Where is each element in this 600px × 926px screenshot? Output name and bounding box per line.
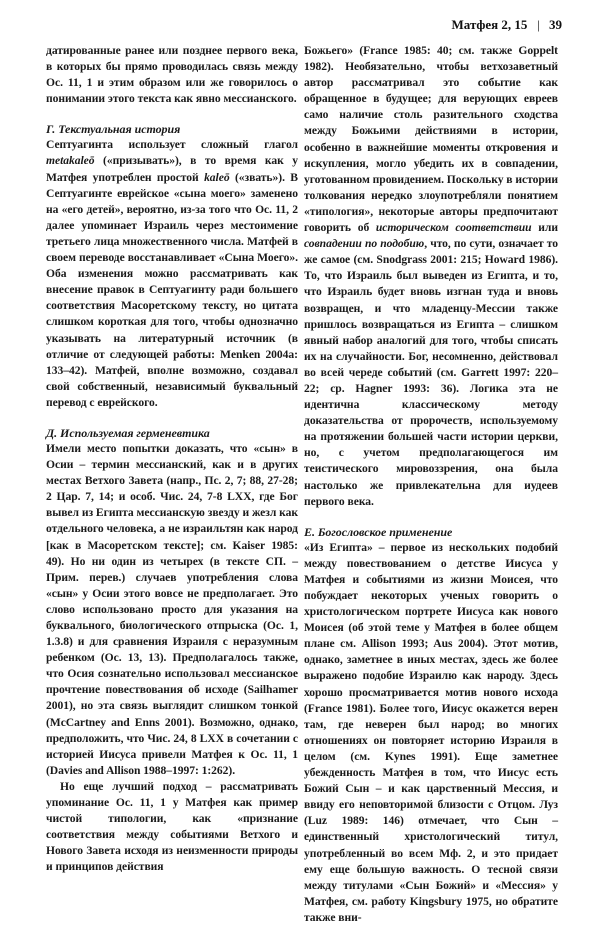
greek-term-kaleo: kaleō xyxy=(204,170,230,184)
emphasis-historical-correspondence: историческом соответствии xyxy=(375,221,532,235)
paragraph-hermeneutics-2: Но еще лучший подход – рассматривать упоминание Ос. 11, 1 у Матфея как пример чистой типологии, как «признание соответствия между событиями Ветхого и Нового Завета исходя из неизменности природы и принципов действия xyxy=(46,779,298,874)
text-run: или xyxy=(531,221,558,235)
running-head xyxy=(452,17,562,33)
section-heading-theological-application: Е. Богословское применение xyxy=(304,524,453,539)
section-heading-hermeneutics: Д. Используемая герменевтика xyxy=(46,425,210,440)
paragraph-theological-application: «Из Египта» – первое из нескольких подобий между повествованием о детстве Иисуса у Матфея и событиями из жизни Моисея, что побуждает некоторых ученых говорить о христологическом портрете Иисуса как нового Моисея (об этой теме у Матфея в более общем плане см. Allison 1993; Aus 2004). Этот мотив, однако, заметнее в иных местах, здесь же более выражено подобие Израилю как народу. Здесь хорошо просматривается мотив нового исхода (France 1981). Более того, Иисус окажется верен там, где неверен был народ; во многих отношениях он повторяет историю Израиля в целом (см. Kynes 1991). Еще заметнее убежденность Матфея в том, что Иисус есть Божий Сын – и как царственный Мессия, и ввиду его неповторимой близости с Отцом. Луз (Luz 1989: 146) отмечает, что Сын – единственный христологический титул, употребленный во всем Мф. 2, и это придает ему еще большую важность. О тесной связи между титулами «Сын Божий» и «Мессия» у Матфея, см. работу Kingsbury 1975, но обратите также вни- xyxy=(304,540,558,924)
running-head-title: Матфея 2, 15 xyxy=(451,17,528,32)
paragraph-continuation: датированные ранее или позднее первого века, в которых бы прямо проводилась связь между Ос. 11, 1 и этим образом или же говорилось о понимании этого текста как явно мессианского. xyxy=(46,44,298,106)
section-heading-textual-history: Г. Текстуальная история xyxy=(46,122,181,137)
text-run: («призывать»), в то время как у Матфея употреблен простой xyxy=(46,154,298,184)
text-run: , что, по сути, означает то же самое (см. Snodgrass 2001: 215; Howard 1986). То, что Израиль был выведен из Египта, и то, что Израиль будет вновь изгнан туда и вновь возвращен, и что младенцу-Мессии также пришлось возвращаться из Египта – слишком явный набор аналогий для того, чтобы списать их на случайности. Бог, несомненно, действовал во всей череде событий (см. Garrett 1997: 220–22; ср. Hagner 1993: 36). Логика эта не идентична классическому методу доказательства от пророчеств, используемому на протяжении большей части истории церкви, но, с учетом предполагающегося им теистического мировоззрения, она была настолько же привлекательна для иудеев первого века. xyxy=(304,237,558,508)
text-run: («звать»). В Септуагинте еврейское «сына моего» заменено на «его детей», вероятно, из-за того что Ос. 11, 2 далее упоминает Израиль через местоимение третьего лица множественного числа. Матфей в своем переводе восстанавливает «Сына Моего». Оба изменения можно рассматривать как внесение правок в Септуагинту ради большего соответствия Масоретскому тексту, но цитата слишком короткая для того, чтобы однозначно указывать на литературный источник (в отличие от следующей работы: Menken 2004a: 133–42). Матфей, вполне возможно, создавал свой собственный, независимый буквальный перевод с еврейского. xyxy=(46,170,298,409)
paragraph-textual-history xyxy=(46,137,298,411)
running-head-separator: | xyxy=(537,17,540,32)
right-column xyxy=(304,43,558,926)
left-column xyxy=(46,43,298,876)
text-run: Божьего» (France 1985: 40; см. также Goppelt 1982). Необязательно, чтобы ветхозаветный автор рассматривал это событие как обращенное в будущее; для верующих евреев само наличие столь разительного сходства между Божьими действиями в истории, особенно в важнейшие моменты откровения и искупления, могло убедить их в совпадении, уготованном провидением. Поскольку в истории толкования нередко злоупотребляли понятием «типология», некоторые авторы предпочитают говорить об xyxy=(304,44,558,235)
emphasis-analogical-correspondence: совпадении по подобию xyxy=(304,237,425,251)
text-run: Септуагинта использует сложный глагол xyxy=(46,138,298,152)
page-number: 39 xyxy=(549,17,562,32)
paragraph-typology xyxy=(304,43,558,510)
greek-term-metakaleo: metakaleō xyxy=(46,154,95,168)
paragraph-hermeneutics-1: Имели место попытки доказать, что «сын» в Осии – термин мессианский, как и в других местах Ветхого Завета (напр., Пс. 2, 7; 88, 27-28; 2 Цар. 7, 14; и особ. Чис. 24, 7-8 LXX, где Бог вывел из Египта мессианскую звезду и жезл как отдельного человека, а не израильтян как народ [как в Масоретском тексте]; см. Kaiser 1985: 49). Но ни один из четырех (в тексте СП. – Прим. перев.) случаев употребления слова «сын» у Осии этого вовсе не предполагает. Это слово использовано просто для указания на буквального, биологического отпрыска (Ос. 1, 1.3.8) и для сравнения Израиля с неразумным ребенком (Ос. 13, 13). Предполагалось также, что Осия сознательно использовал мессианское прочтение повествования об исходе (Sailhamer 2001), но эта связь выглядит слишком тонкой (McCartney and Enns 2001). Возможно, однако, предположить, что Чис. 24, 8 LXX в сочетании с историей Иисуса привели Матфея к Ос. 11, 1 (Davies and Allison 1988–1997: 1:262). xyxy=(46,441,298,777)
